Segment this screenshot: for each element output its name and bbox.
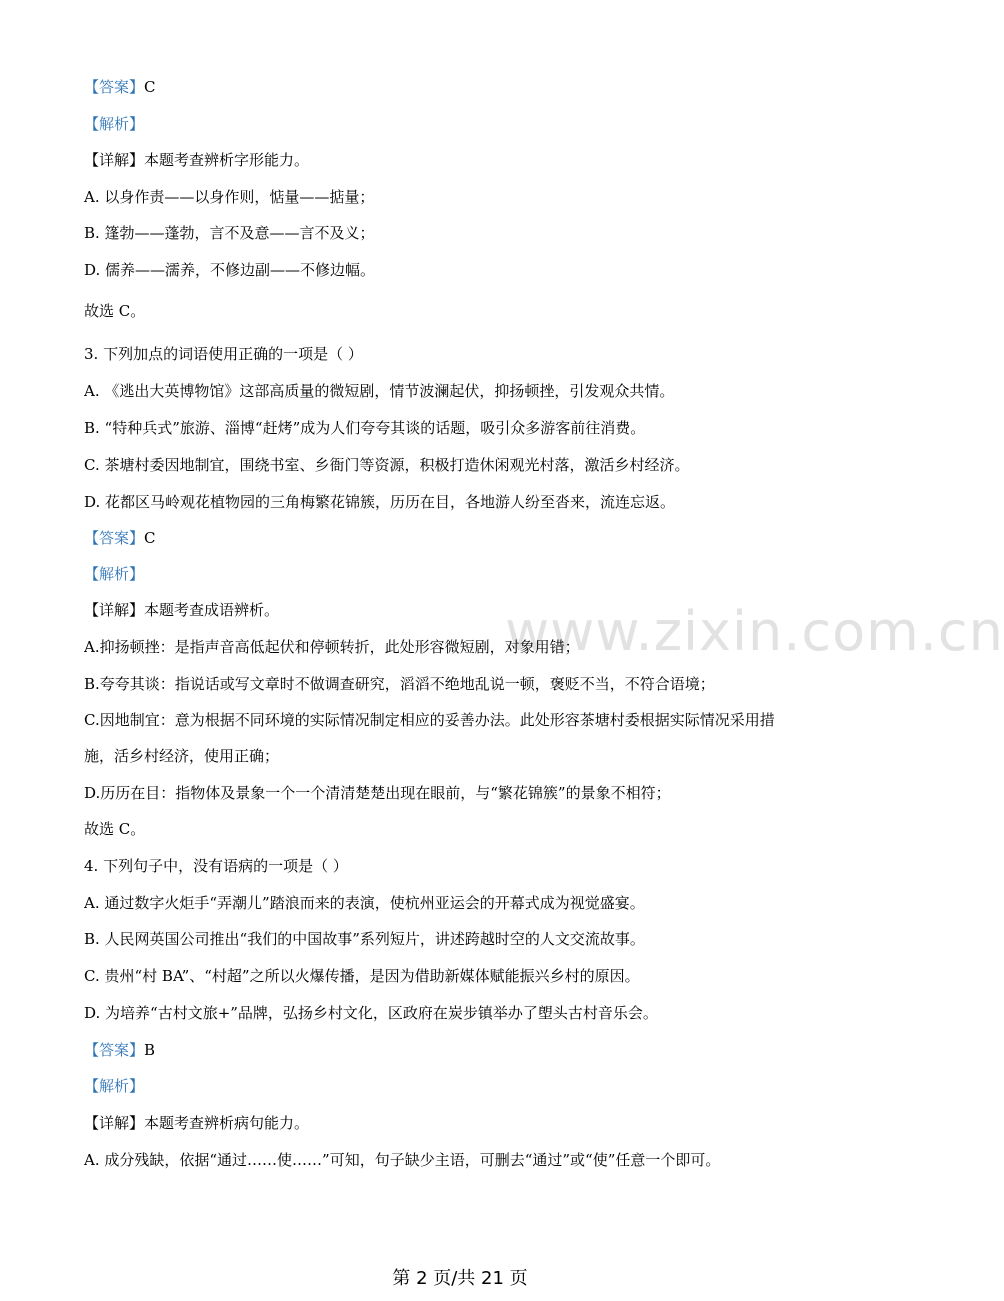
explanation-line: B.夸夸其谈：指说话或写文章时不做调查研究，滔滔不绝地乱说一顿，褒贬不当，不符合语境；	[84, 675, 715, 693]
analysis-tag: 【解析】	[84, 565, 145, 583]
conclusion-line: 故选 C。	[84, 302, 146, 320]
answer-value: C	[144, 78, 156, 96]
explanation-line: A. 以身作责——以身作则，惦量——掂量；	[84, 188, 375, 206]
detail-line: 【详解】本题考查辨析病句能力。	[84, 1114, 310, 1132]
page-footer: 第 2 页/共 21 页	[392, 1268, 528, 1289]
question-4: 4. 下列句子中，没有语病的一项是（ ）	[84, 857, 348, 875]
explanation-line: A. 成分残缺，依据“通过……使……”可知，句子缺少主语，可删去“通过”或“使”任意一个即可。	[84, 1151, 721, 1169]
answer-value: C	[144, 529, 156, 547]
detail-line: 【详解】本题考查成语辨析。	[84, 601, 280, 619]
question-3: 3. 下列加点的词语使用正确的一项是（ ）	[84, 345, 363, 363]
answer-line	[84, 528, 156, 548]
answer-tag: 【答案】	[84, 78, 145, 96]
answer-line	[84, 1040, 155, 1060]
option-a: A. 通过数字火炬手“弄潮儿”踏浪而来的表演，使杭州亚运会的开幕式成为视觉盛宴。	[84, 894, 645, 912]
option-b: B. 人民网英国公司推出“我们的中国故事”系列短片，讲述跨越时空的人文交流故事。	[84, 930, 645, 948]
explanation-line: D. 儒养——濡养，不修边副——不修边幅。	[84, 261, 376, 279]
option-a: A. 《逃出大英博物馆》这部高质量的微短剧，情节波澜起伏，抑扬顿挫，引发观众共情。	[84, 382, 675, 400]
explanation-line: B. 篷勃——蓬勃，言不及意——言不及义；	[84, 224, 375, 242]
option-c: C. 贵州“村 BA”、“村超”之所以火爆传播，是因为借助新媒体赋能振兴乡村的原因。	[84, 967, 640, 985]
explanation-line: 施，活乡村经济，使用正确；	[84, 747, 280, 765]
explanation-line: C.因地制宜：意为根据不同环境的实际情况制定相应的妥善办法。此处形容茶塘村委根据实际情况采用措	[84, 711, 775, 729]
analysis-tag: 【解析】	[84, 115, 145, 133]
conclusion-line: 故选 C。	[84, 820, 146, 838]
explanation-line: A.抑扬顿挫：是指声音高低起伏和停顿转折，此处形容微短剧，对象用错；	[84, 638, 580, 656]
option-c: C. 茶塘村委因地制宜，围绕书室、乡衙门等资源，积极打造休闲观光村落，激活乡村经济。	[84, 456, 690, 474]
answer-tag: 【答案】	[84, 1041, 145, 1059]
option-d: D. 花都区马岭观花植物园的三角梅繁花锦簇，历历在目，各地游人纷至沓来，流连忘返。	[84, 493, 676, 511]
explanation-line: D.历历在目：指物体及景象一个一个清清楚楚出现在眼前，与“繁花锦簇”的景象不相符；	[84, 784, 671, 802]
option-b: B. “特种兵式”旅游、淄博“赶烤”成为人们夸夸其谈的话题，吸引众多游客前往消费。	[84, 419, 646, 437]
answer-value: B	[144, 1041, 156, 1059]
answer-line	[84, 77, 156, 97]
option-d: D. 为培养“古村文旅+”品牌，弘扬乡村文化，区政府在炭步镇举办了塱头古村音乐会。	[84, 1004, 658, 1022]
analysis-tag: 【解析】	[84, 1077, 145, 1095]
answer-tag: 【答案】	[84, 529, 145, 547]
detail-line: 【详解】本题考查辨析字形能力。	[84, 151, 310, 169]
watermark: www.zixin.com.cn	[505, 600, 1004, 663]
